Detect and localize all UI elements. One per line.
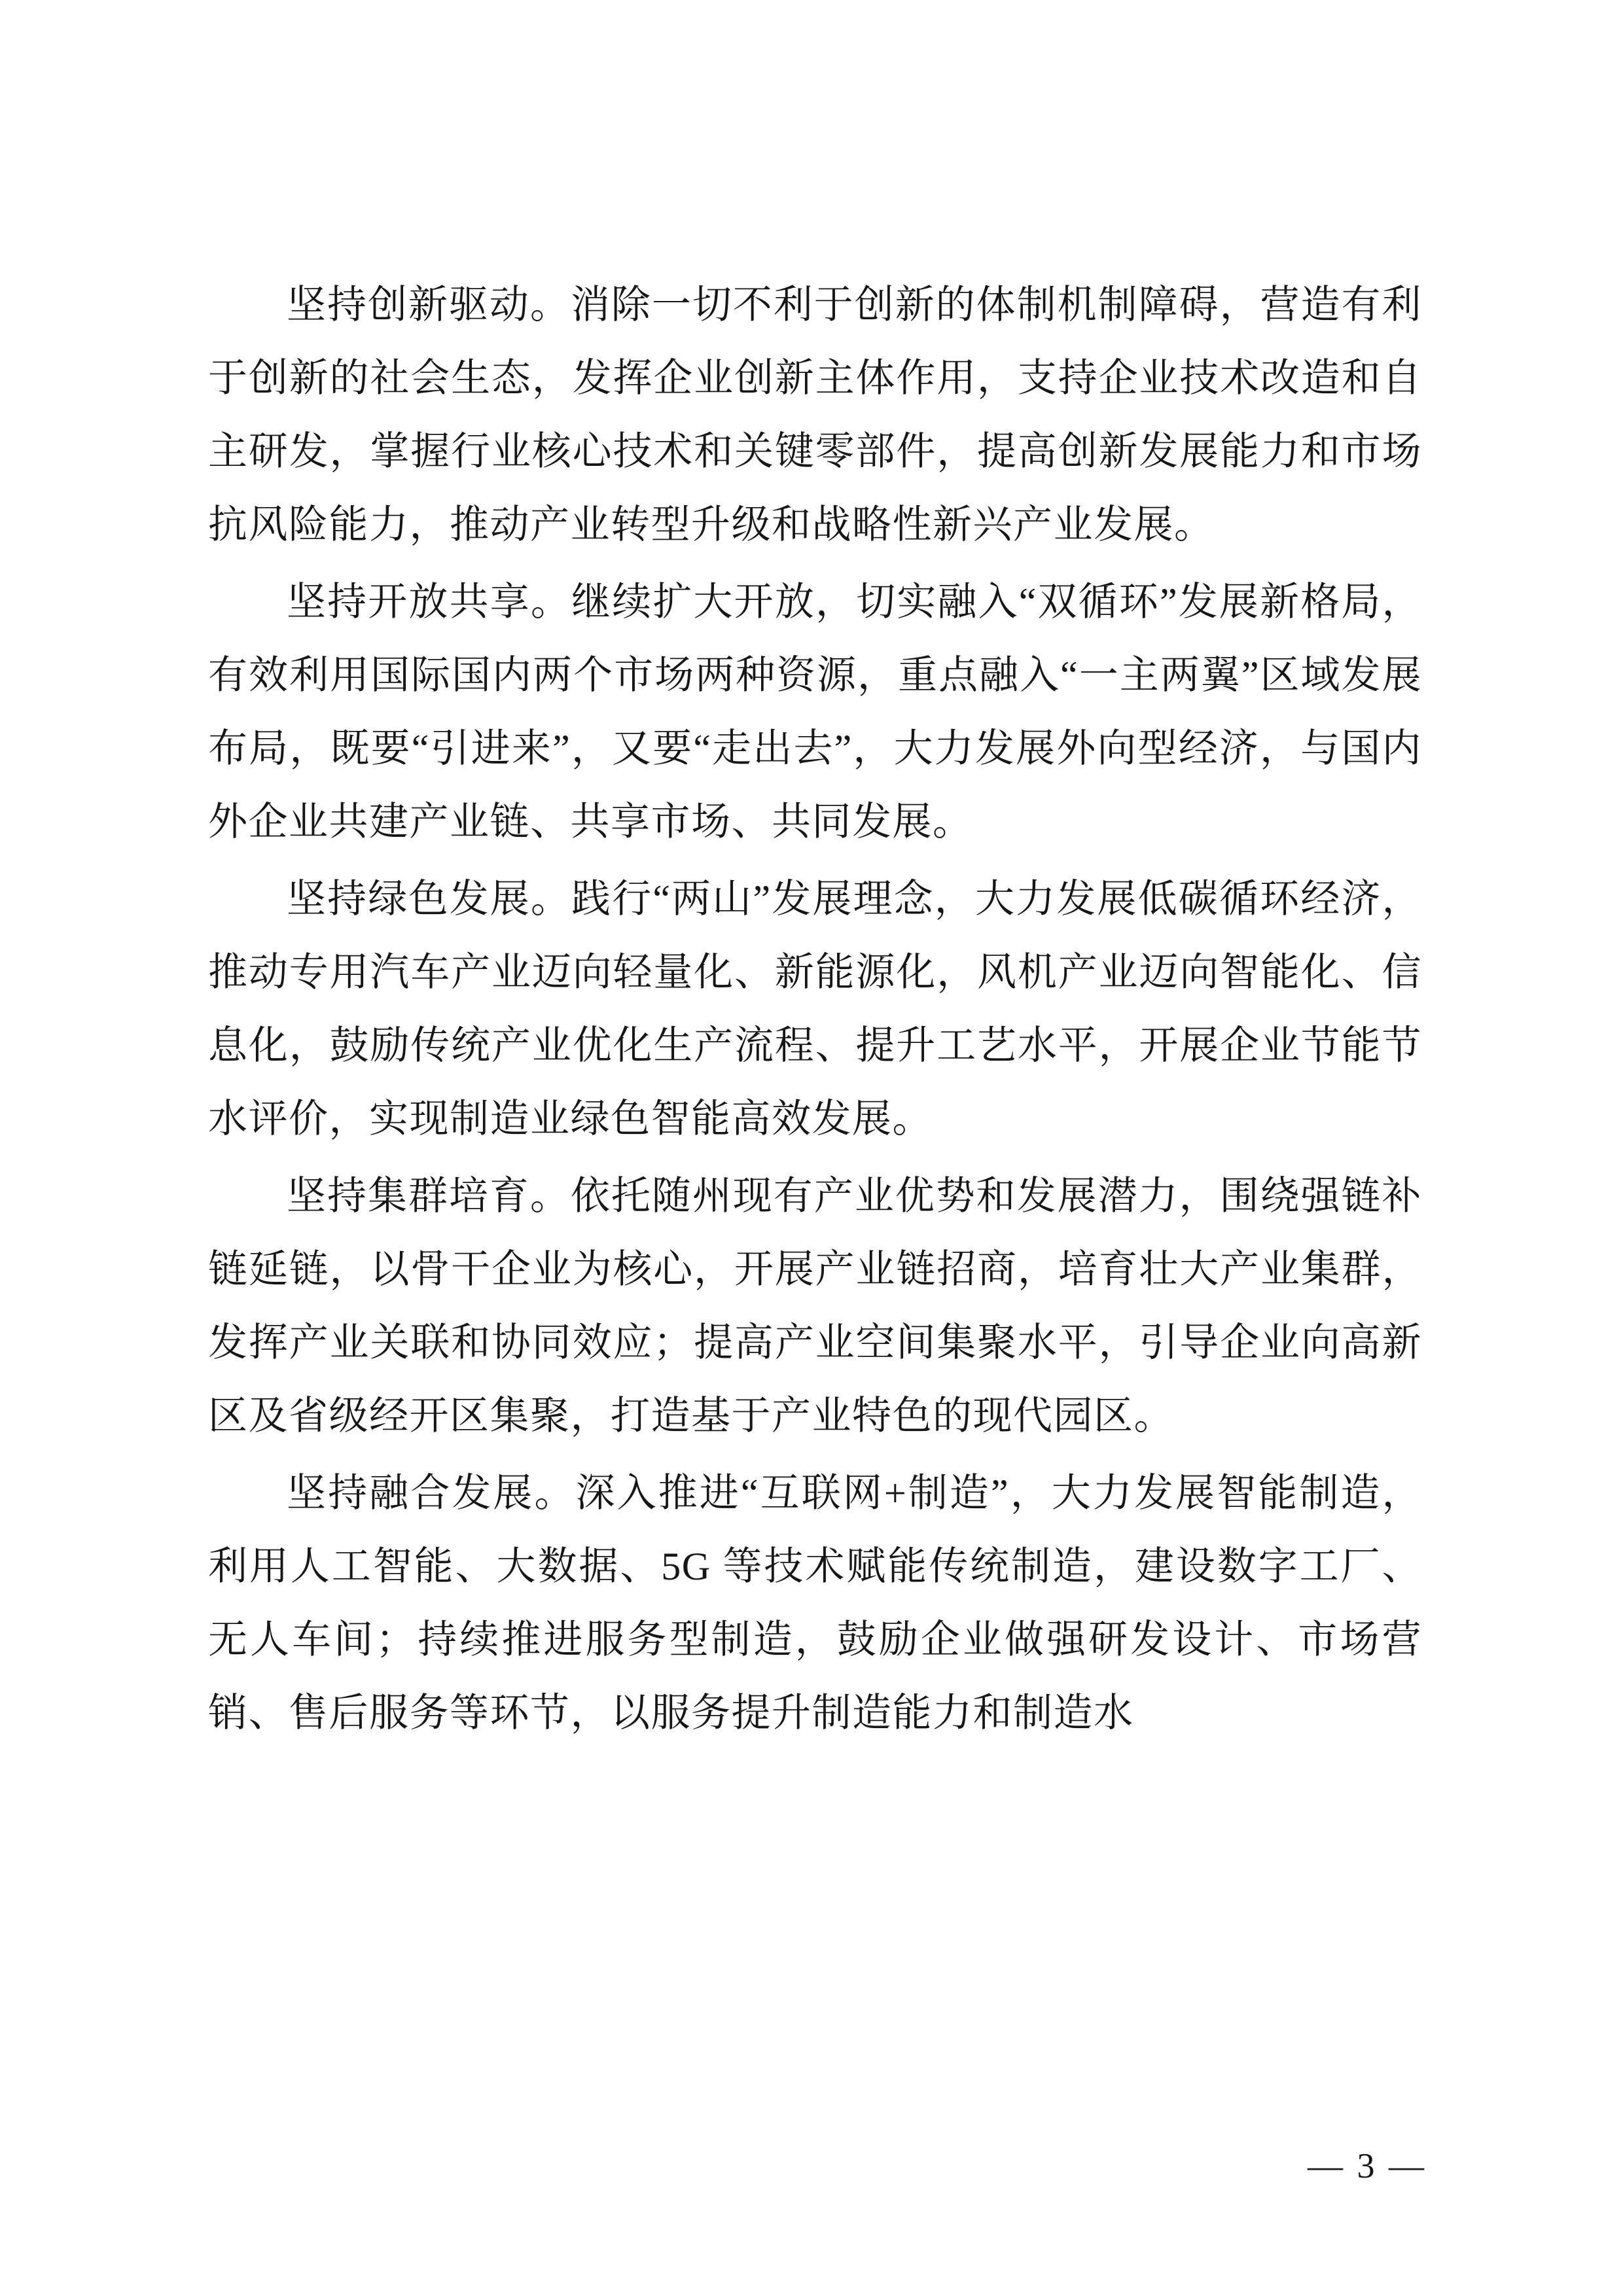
paragraph: 坚持绿色发展。践行“两山”发展理念，大力发展低碳循环经济，推动专用汽车产业迈向轻量化、新能源化，风机产业迈向智能化、信息化，鼓励传统产业优化生产流程、提升工艺水平，开展企业节能节水评价，实现制造业绿色智能高效发展。	[208, 877, 1422, 1140]
paragraph: 坚持集群培育。依托随州现有产业优势和发展潜力，围绕强链补链延链，以骨干企业为核心，开展产业链招商，培育壮大产业集群，发挥产业关联和协同效应；提高产业空间集聚水平，引导企业向高新区及省级经开区集聚，打造基于产业特色的现代园区。	[208, 1174, 1422, 1438]
paragraph: 坚持创新驱动。消除一切不利于创新的体制机制障碍，营造有利于创新的社会生态，发挥企业创新主体作用，支持企业技术改造和自主研发，掌握行业核心技术和关键零部件，提高创新发展能力和市场抗风险能力，推动产业转型升级和战略性新兴产业发展。	[208, 283, 1422, 546]
paragraph: 坚持开放共享。继续扩大开放，切实融入“双循环”发展新格局，有效利用国际国内两个市场两种资源，重点融入“一主两翼”区域发展布局，既要“引进来”，又要“走出去”，大力发展外向型经济，与国内外企业共建产业链、共享市场、共同发展。	[208, 580, 1422, 843]
paragraph: 坚持融合发展。深入推进“互联网+制造”，大力发展智能制造，利用人工智能、大数据、5G 等技术赋能传统制造，建设数字工厂、无人车间；持续推进服务型制造，鼓励企业做强研发设计、市场营销、售后服务等环节，以服务提升制造能力和制造水	[208, 1472, 1422, 1735]
document-body	[208, 268, 1422, 1754]
page-number: — 3 —	[1308, 2146, 1427, 2185]
